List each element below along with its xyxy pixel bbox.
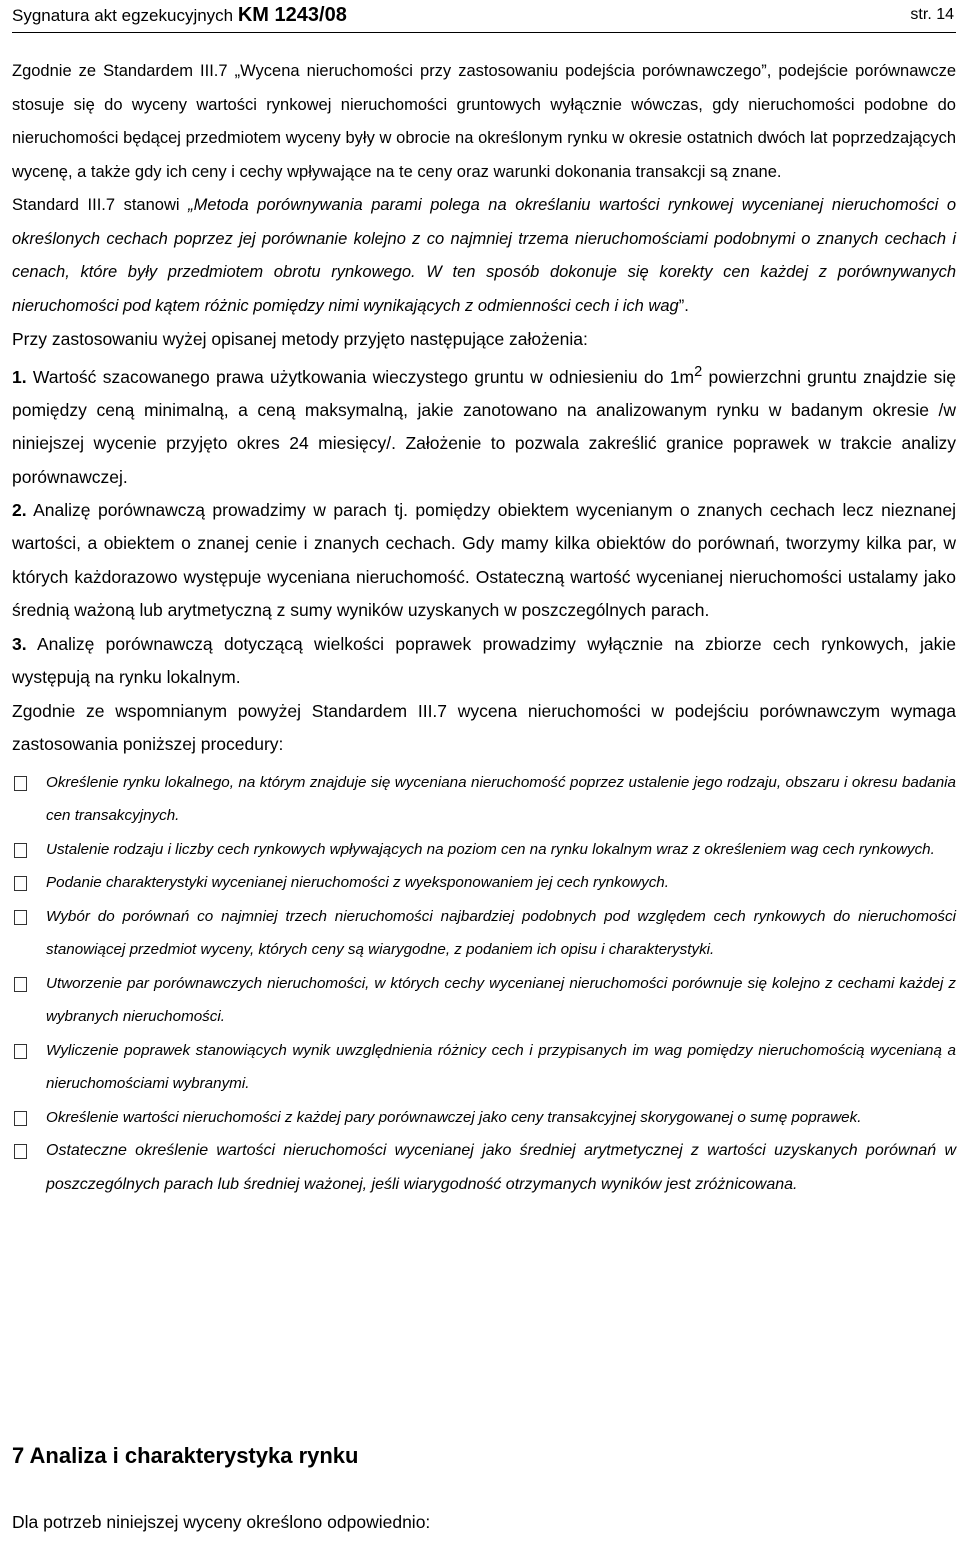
bullet-box-icon xyxy=(14,1044,27,1059)
assumption-number: 1. xyxy=(12,367,27,388)
intro-standard-text: Zgodnie ze Standardem III.7 „Wycena nieruchomości przy zastosowaniu podejścia porównawczego”, xyxy=(12,62,772,80)
page-number: str. 14 xyxy=(910,6,954,23)
list-item xyxy=(12,766,956,833)
assumption-text: Analizę porównawczą dotyczącą wielkości poprawek prowadzimy wyłącznie na zbiorze cech rynkowych, jakie występują na rynku lokalnym. xyxy=(12,633,956,688)
assumption-3 xyxy=(12,628,956,695)
bullet-box-icon xyxy=(14,910,27,925)
assumption-number: 2. xyxy=(12,499,27,520)
list-item-text: Ustalenie rodzaju i liczby cech rynkowych wpływających na poziom cen na rynku lokalnym wraz z określeniem wag cech rynkowych. xyxy=(46,840,935,858)
bullet-box-icon xyxy=(14,977,27,992)
bullet-box-icon xyxy=(14,876,27,891)
header-title xyxy=(12,4,347,27)
section-heading: 7 Analiza i charakterystyka rynku xyxy=(12,1443,359,1468)
bullet-box-icon xyxy=(14,1111,27,1126)
assumption-1 xyxy=(12,356,956,494)
list-item xyxy=(12,900,956,967)
assumptions-intro: Przy zastosowaniu wyżej opisanej metody przyjęto następujące założenia: xyxy=(12,329,588,349)
procedure-intro: Zgodnie ze wspomnianym powyżej Standardem III.7 wycena nieruchomości w podejściu porównawczym wymaga zastosowania poniższej procedury: xyxy=(12,700,956,755)
list-item xyxy=(12,833,956,867)
header-prefix: Sygnatura akt egzekucyjnych xyxy=(12,6,234,25)
intro-paragraph xyxy=(12,55,956,189)
list-item-text: Określenie rynku lokalnego, na którym znajduje się wyceniana nieruchomość poprzez ustalenie jego rodzaju, obszaru i okresu badania cen transakcyjnych. xyxy=(46,773,956,825)
page-header xyxy=(12,0,956,33)
assumption-number: 3. xyxy=(12,633,27,654)
list-item-text: Podanie charakterystyki wycenianej nieruchomości z wyeksponowaniem jej cech rynkowych. xyxy=(46,874,669,892)
document-page xyxy=(12,0,956,1201)
closing-text: Dla potrzeb niniejszej wyceny określono odpowiednio: xyxy=(12,1512,431,1532)
list-item-text: Ostateczne określenie wartości nieruchomości wycenianej jako średniej arytmetycznej z wartości uzyskanych porównań w poszczególnych parach lub średniej ważonej, jeśli wiarygodność otrzymanych wyników jest zróżnicowana. xyxy=(46,1142,956,1193)
superscript: 2 xyxy=(694,364,703,381)
bullet-box-icon xyxy=(14,1144,27,1159)
list-item xyxy=(12,967,956,1034)
assumption-text: Analizę porównawczą prowadzimy w parach tj. pomiędzy obiektem wycenianym o znanych cechach lecz nieznanej wartości, a obiektem o znanej cenie i znanych cechach. Gdy mamy kilka obiektów do porównań, tworzymy kilka par, w których każdorazowo występuje wyceniana nieruchomość. Ostateczną wartość wycenianej nieruchomości ustalamy jako średnią ważoną lub arytmetyczną z sumy wyników uzyskanych w poszczególnych parach. xyxy=(12,499,956,621)
list-item xyxy=(12,1101,956,1135)
procedure-list xyxy=(12,766,956,1202)
case-number: KM 1243/08 xyxy=(237,4,347,26)
list-item xyxy=(12,1134,956,1201)
method-quote: „Metoda porównywania parami polega na określaniu wartości rynkowej wycenianej nieruchomości o określonych cechach poprzez jej porównanie kolejno z co najmniej trzema nieruchomościami podobnymi o znanych cechach i cenach, które były przedmiotem obrotu rynkowego. W ten sposób dokonuje się korekty cen każdej z porównywanych nieruchomości pod kątem różnic pomiędzy nimi wynikających z odmienności cech i ich wag xyxy=(12,196,956,315)
list-item-text: Określenie wartości nieruchomości z każdej pary porównawczej jako ceny transakcyjnej skorygowanej o sumę poprawek. xyxy=(46,1108,862,1126)
list-item-text: Utworzenie par porównawczych nieruchomości, w których cechy wycenianej nieruchomości porównuje się kolejno z cechami każdej z wybranych nieruchomości. xyxy=(46,974,956,1026)
method-lead: Standard III.7 stanowi xyxy=(12,196,189,214)
list-item-text: Wyliczenie poprawek stanowiących wynik uwzględnienia różnicy cech i przypisanych im wag pomiędzy nieruchomością wycenianą a nieruchomościami wybranymi. xyxy=(46,1041,956,1093)
bullet-box-icon xyxy=(14,776,27,791)
list-item xyxy=(12,1034,956,1101)
assumption-text-cont: powierzchni gruntu znajdzie się pomiędzy ceną minimalną, a ceną maksymalną, jakie zanotowano na analizowanym rynku w badanym okresie /w niniejszej wycenie przyjęto okres 24 miesięcy/. Założenie to pozwala zakreślić granice poprawek w trakcie analizy porównawczej. xyxy=(12,367,956,487)
assumption-text: Wartość szacowanego prawa użytkowania wieczystego gruntu w odniesieniu do 1m xyxy=(26,367,695,388)
list-item xyxy=(12,866,956,900)
intro-approach-text: podejście porównawcze stosuje się do wyceny wartości rynkowej nieruchomości gruntowych wyłącznie wówczas, gdy nieruchomości podobne do nieruchomości będącej przedmiotem wyceny były w obrocie na określonym rynku w okresie ostatnich dwóch lat poprzedzających wycenę, a także gdy ich ceny i cechy wpływające na te ceny oraz warunki dokonania transakcji są znane. xyxy=(12,62,956,181)
bullet-box-icon xyxy=(14,843,27,858)
method-end: ”. xyxy=(678,296,689,315)
list-item-text: Wybór do porównań co najmniej trzech nieruchomości najbardziej podobnych pod względem cech rynkowych do nieruchomości stanowiącej przedmiot wyceny, których ceny są wiarygodne, z podaniem ich opisu i charakterystyki. xyxy=(46,907,956,959)
method-paragraph xyxy=(12,189,956,323)
assumption-2 xyxy=(12,494,956,628)
